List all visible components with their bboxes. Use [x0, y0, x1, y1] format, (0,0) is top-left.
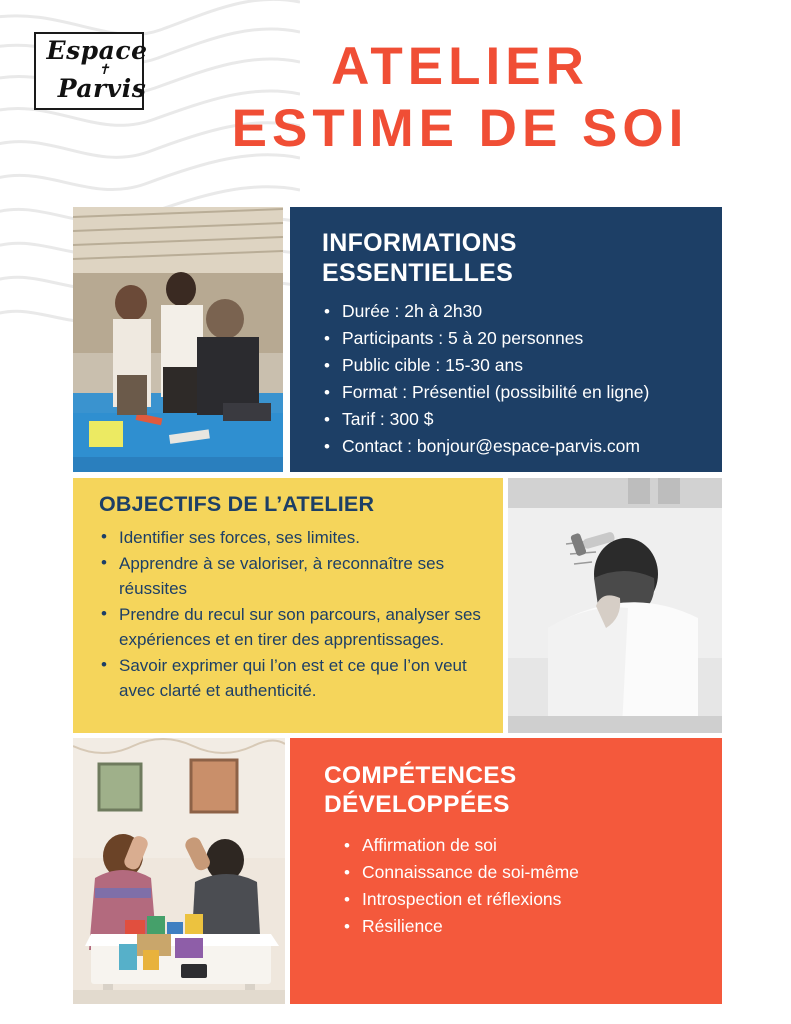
list-item: • Tarif : 300 $: [322, 406, 698, 433]
competences-title-line-1: COMPÉTENCES: [324, 762, 517, 789]
competences-title-line-2: DÉVELOPPÉES: [324, 790, 510, 818]
lego-workshop-photo-image: [73, 738, 285, 1004]
informations-list: [322, 298, 698, 460]
competences-developpees-block: [290, 738, 722, 1004]
logo-line-parvis: Parvis: [57, 74, 147, 104]
informations-title-line-2: ESSENTIELLES: [322, 258, 514, 287]
list-item: • Prendre du recul sur son parcours, analyser ses expériences et en tirer des apprentissages.: [99, 602, 485, 652]
list-item: • Introspection et réflexions: [342, 886, 702, 913]
list-item: • Apprendre à se valoriser, à reconnaître ses réussites: [99, 551, 485, 601]
list-item: • Durée : 2h à 2h30: [322, 298, 698, 325]
brand-logo: [38, 38, 156, 108]
objectifs-list: [99, 525, 485, 703]
competences-title: [324, 762, 702, 820]
whiteboard-photo-image: [508, 478, 722, 733]
list-item: • Affirmation de soi: [342, 832, 702, 859]
list-item: • Format : Présentiel (possibilité en ligne): [322, 379, 698, 406]
whiteboard-photo: [508, 478, 722, 733]
list-item: • Identifier ses forces, ses limites.: [99, 525, 485, 550]
list-item: • Savoir exprimer qui l’on est et ce que l’on veut avec clarté et authenticité.: [99, 653, 485, 703]
poster-header: [0, 0, 791, 192]
title-line-1: ATELIER: [331, 37, 589, 96]
objectifs-block: [73, 478, 503, 733]
cross-icon: ✝: [98, 62, 110, 79]
informations-essentielles-block: [290, 207, 722, 472]
list-item-contact[interactable]: • Contact : bonjour@espace-parvis.com: [322, 433, 698, 460]
objectifs-title: OBJECTIFS DE L’ATELIER: [99, 492, 375, 516]
informations-title: [322, 229, 698, 288]
list-item: • Public cible : 15-30 ans: [322, 352, 698, 379]
page-title: [150, 36, 770, 160]
list-item: • Résilience: [342, 913, 702, 940]
logo-line-espace: Espace: [46, 36, 148, 65]
workshop-photo-group: [73, 207, 283, 472]
lego-workshop-photo: [73, 738, 285, 1004]
title-line-2: ESTIME DE SOI: [231, 99, 689, 158]
list-item: • Participants : 5 à 20 personnes: [322, 325, 698, 352]
competences-list: [324, 832, 702, 940]
list-item: • Connaissance de soi-même: [342, 859, 702, 886]
informations-title-line-1: INFORMATIONS: [322, 229, 517, 257]
workshop-photo-group-image: [73, 207, 283, 472]
